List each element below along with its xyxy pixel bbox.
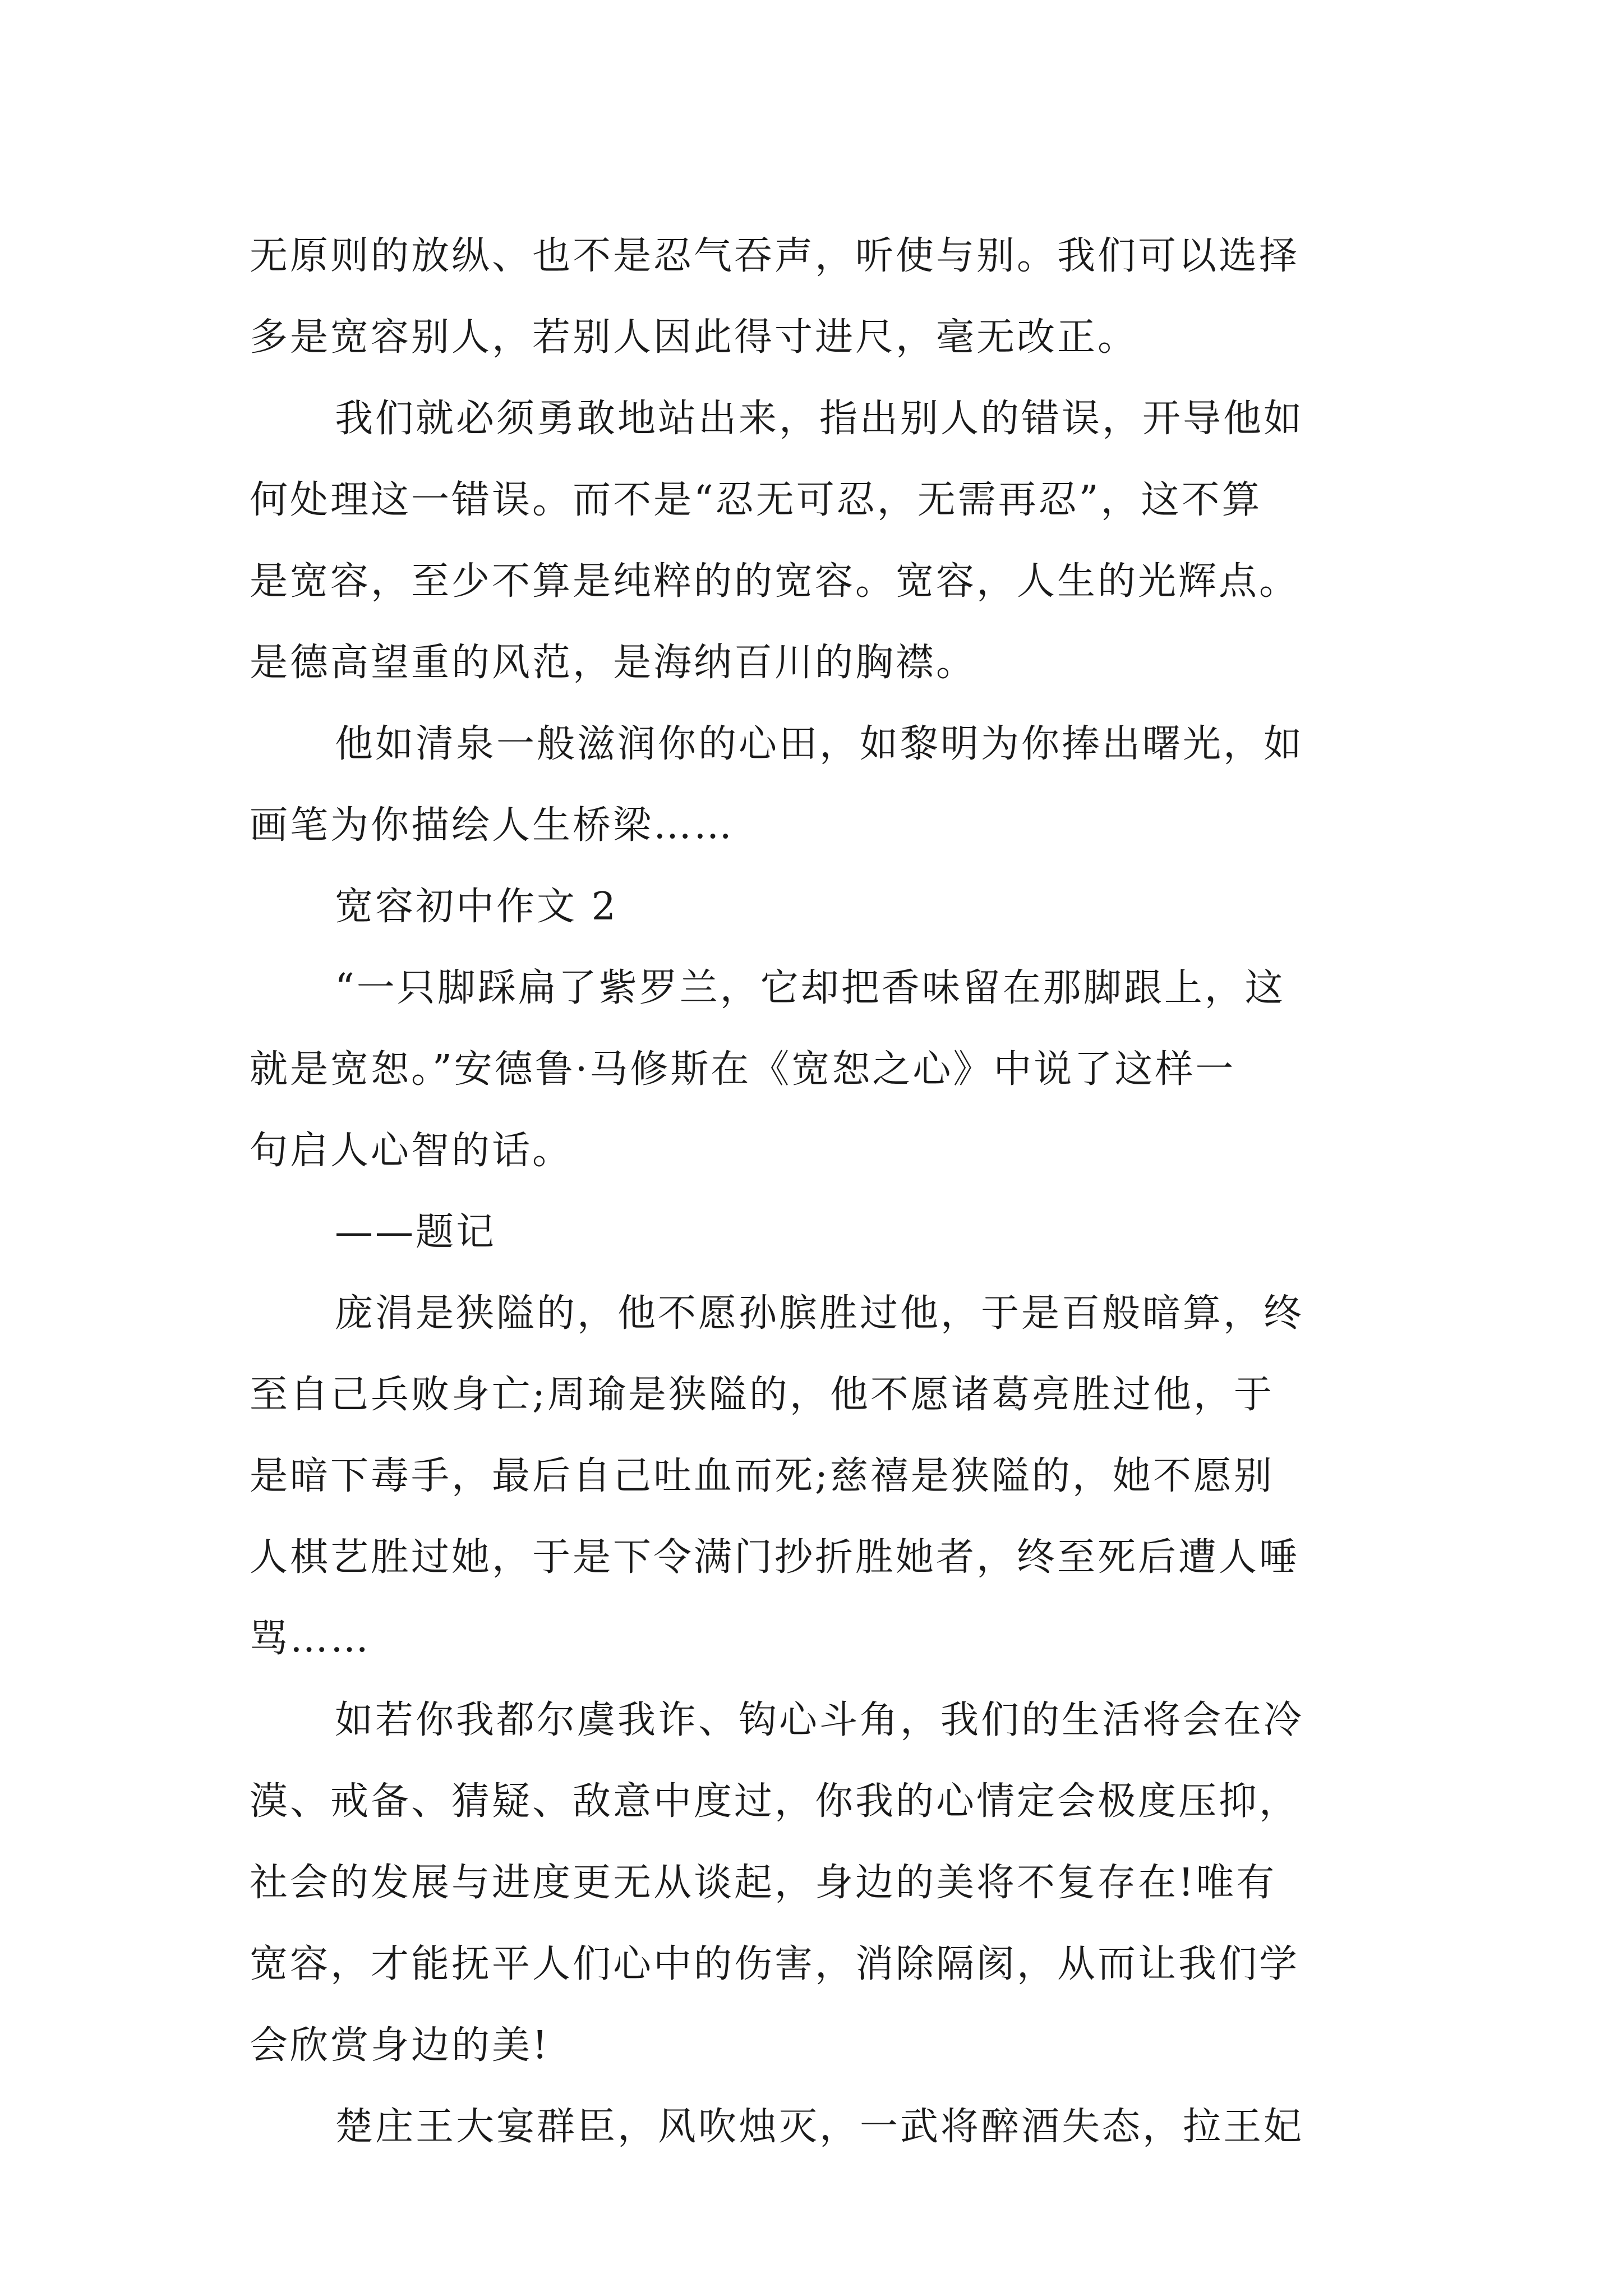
text-line: 至自己兵败身亡;周瑜是狭隘的，他不愿诸葛亮胜过他，于	[250, 1373, 1274, 1417]
text-line: 会欣赏身边的美!	[250, 2023, 550, 2068]
text-line: 是德高望重的风范，是海纳百川的胸襟。	[250, 641, 977, 685]
text-line: 漠、戒备、猜疑、敌意中度过，你我的心情定会极度压抑，	[250, 1779, 1300, 1824]
text-line: 就是宽恕。”安德鲁·马修斯在《宽恕之心》中说了这样一	[250, 1047, 1236, 1092]
text-line: 何处理这一错误。而不是“忍无可忍，无需再忍”，这不算	[250, 478, 1262, 522]
paragraph-start-line: 他如清泉一般滋润你的心田，如黎明为你捧出曙光，如	[335, 722, 1304, 766]
text-line: 是宽容，至少不算是纯粹的的宽容。宽容，人生的光辉点。	[250, 559, 1300, 604]
text-line: 是暗下毒手，最后自己吐血而死;慈禧是狭隘的，她不愿别	[250, 1454, 1274, 1498]
paragraph-start-line: “一只脚踩扁了紫罗兰，它却把香味留在那脚跟上，这	[335, 966, 1285, 1010]
essay-body	[250, 215, 1394, 2168]
paragraph-start-line: 庞涓是狭隘的，他不愿孙膑胜过他，于是百般暗算，终	[335, 1291, 1304, 1336]
paragraph-start-line: 如若你我都尔虞我诈、钩心斗角，我们的生活将会在冷	[335, 1698, 1304, 1742]
text-line: 人棋艺胜过她，于是下令满门抄折胜她者，终至死后遭人唾	[250, 1535, 1300, 1580]
text-line: 句启人心智的话。	[250, 1129, 573, 1173]
paragraph-start-line: 楚庄王大宴群臣，风吹烛灭，一武将醉酒失态，拉王妃	[335, 2105, 1304, 2149]
epigraph-attribution: ——题记	[335, 1210, 497, 1254]
paragraph-start-line: 我们就必须勇敢地站出来，指出别人的错误，开导他如	[335, 397, 1304, 441]
text-line: 社会的发展与进度更无从谈起，身边的美将不复存在!唯有	[250, 1861, 1277, 1905]
section-heading: 宽容初中作文 2	[335, 885, 618, 929]
text-line: 多是宽容别人，若别人因此得寸进尺，毫无改正。	[250, 315, 1138, 360]
text-line: 宽容，才能抚平人们心中的伤害，消除隔阂，从而让我们学	[250, 1942, 1300, 1986]
text-line: 无原则的放纵、也不是忍气吞声，听使与别。我们可以选择	[250, 234, 1300, 278]
text-line: 骂……	[250, 1617, 371, 1661]
text-line: 画笔为你描绘人生桥梁……	[250, 803, 735, 848]
